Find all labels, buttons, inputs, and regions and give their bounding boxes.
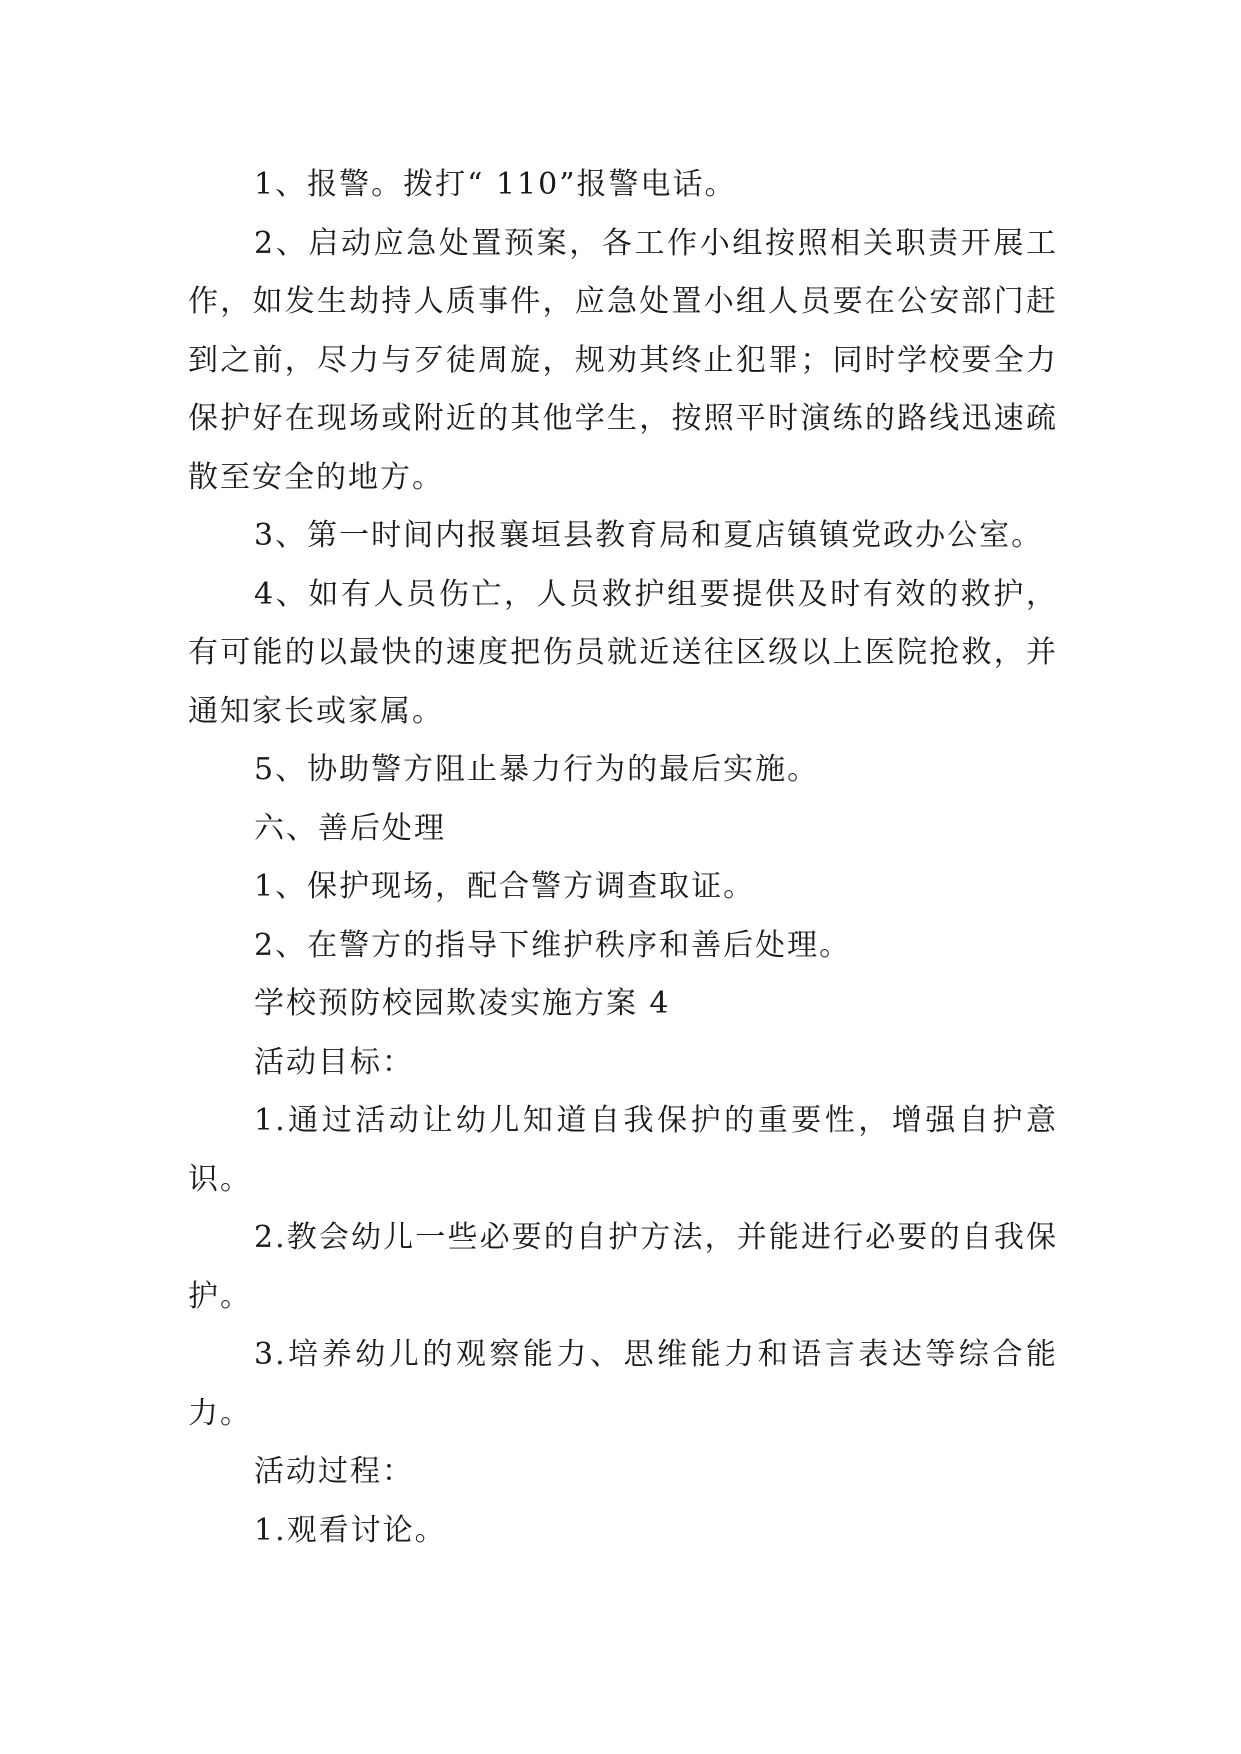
document-body (188, 156, 1058, 1560)
paragraph-emergency-plan: 2、启动应急处置预案，各工作小组按照相关职责开展工作，如发生劫持人质事件，应急处置小组人员要在公安部门赶到之前，尽力与歹徒周旋，规劝其终止犯罪；同时学校要全力保护好在现场或附近的其他学生，按照平时演练的路线迅速疏散至安全的地方。 (188, 225, 1058, 495)
heading-activity-goals: 活动目标： (254, 1044, 414, 1080)
paragraph-maintain-order: 2、在警方的指导下维护秩序和善后处理。 (254, 927, 852, 963)
process-item-1: 1.观看讨论。 (254, 1512, 447, 1548)
goal-item-3: 3.培养幼儿的观察能力、思维能力和语言表达等综合能力。 (188, 1337, 1058, 1431)
plan-title: 学校预防校园欺凌实施方案 4 (254, 986, 671, 1021)
goal-item-2: 2.教会幼儿一些必要的自护方法，并能进行必要的自我保护。 (188, 1220, 1058, 1314)
paragraph-protect-scene: 1、保护现场，配合警方调查取证。 (254, 869, 756, 904)
paragraph-assist-police: 5、协助警方阻止暴力行为的最后实施。 (254, 752, 820, 787)
paragraph-report-bureau: 3、第一时间内报襄垣县教育局和夏店镇镇党政办公室。 (254, 518, 1044, 553)
paragraph-alarm: 1、报警。拨打“ 110”报警电话。 (254, 167, 737, 202)
paragraph-casualty-rescue: 4、如有人员伤亡，人员救护组要提供及时有效的救护，有可能的以最快的速度把伤员就近送往区级以上医院抢救，并通知家长或家属。 (188, 576, 1058, 729)
goal-item-1: 1.通过活动让幼儿知道自我保护的重要性，增强自护意识。 (188, 1103, 1058, 1197)
heading-activity-process: 活动过程： (254, 1454, 414, 1489)
section-heading-aftermath: 六、善后处理 (254, 810, 446, 846)
